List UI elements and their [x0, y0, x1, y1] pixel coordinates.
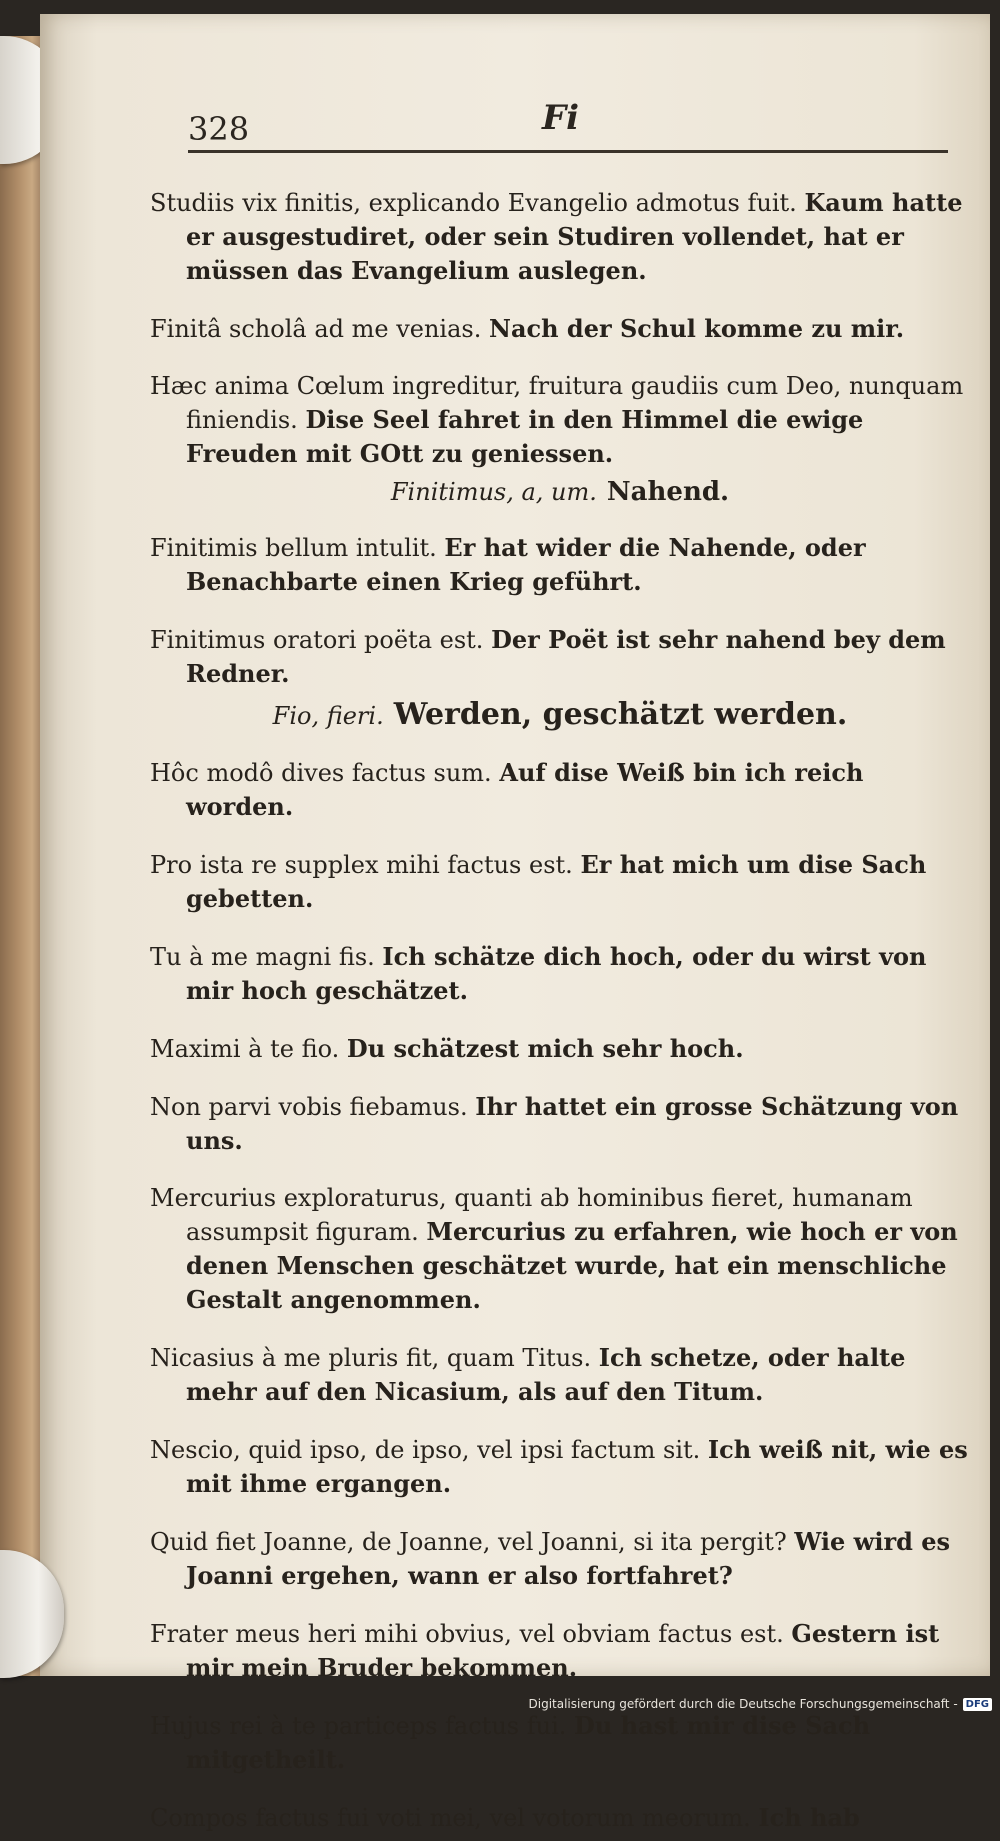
entry: [150, 531, 970, 599]
latin-phrase: Nicasius à me pluris fit, quam Titus.: [150, 1344, 592, 1372]
german-translation: Ich hab: [758, 1803, 860, 1832]
german-translation: Gestern ist mir mein Bruder bekommen.: [186, 1619, 940, 1682]
latin-phrase: Tu à me magni fis.: [150, 943, 375, 971]
entry: [150, 1090, 970, 1158]
german-translation: Ich weiß nit, wie es mit ihme ergangen.: [186, 1435, 968, 1498]
german-translation: Wie wird es Joanni ergehen, wann er also fortfahret?: [186, 1527, 951, 1590]
german-translation: Mercurius zu erfahren, wie hoch er von denen Menschen geschätzet wurde, hat ein menschliche Gestalt angenommen.: [186, 1217, 958, 1314]
german-translation: Er hat wider die Nahende, oder Benachbarte einen Krieg geführt.: [186, 533, 866, 596]
latin-phrase: Finitimis bellum intulit.: [150, 534, 437, 562]
entry: [150, 186, 970, 288]
latin-phrase: Hæc anima Cœlum ingreditur, fruitura gaudiis cum Deo, nunquam finiendis.: [150, 372, 964, 434]
german-translation: Du schätzest mich sehr hoch.: [346, 1034, 744, 1063]
credit-text: Digitalisierung gefördert durch die Deutsche Forschungsgemeinschaft -: [528, 1697, 958, 1711]
entry: [150, 1525, 970, 1593]
german-translation: Ihr hattet ein grosse Schätzung von uns.: [186, 1092, 959, 1155]
german-translation: Auf dise Weiß bin ich reich worden.: [186, 758, 864, 821]
entry: [150, 623, 970, 691]
latin-phrase: Quid fiet Joanne, de Joanne, vel Joanni, si ita pergit?: [150, 1528, 787, 1556]
lemma-heading: [150, 697, 970, 732]
page-header: [148, 92, 960, 162]
dictionary-text: [150, 162, 970, 1841]
latin-phrase: Pro ista re supplex mihi factus est.: [150, 851, 573, 879]
latin-phrase: Non parvi vobis fiebamus.: [150, 1093, 468, 1121]
german-translation: Der Poët ist sehr nahend bey dem Redner.: [186, 625, 946, 688]
entry: [150, 848, 970, 916]
entry: [150, 940, 970, 1008]
entry: [150, 1341, 970, 1409]
latin-phrase: Nescio, quid ipso, de ipso, vel ipsi factum sit.: [150, 1436, 701, 1464]
latin-phrase: Finitimus oratori poëta est.: [150, 626, 484, 654]
latin-phrase: Maximi à te fio.: [150, 1035, 340, 1063]
entry: [150, 756, 970, 824]
dfg-logo: DFG: [963, 1698, 992, 1711]
german-translation: Nach der Schul komme zu mir.: [489, 314, 905, 343]
entry: [150, 1709, 970, 1777]
lemma-latin: Finitimus, a, um.: [390, 478, 597, 506]
entry: [150, 1182, 970, 1317]
german-translation: Kaum hatte er ausgestudiret, oder sein Studiren vollendet, hat er müssen das Evangelium auslegen.: [186, 188, 963, 285]
german-translation: Dise Seel fahret in den Himmel die ewige Freuden mit GOtt zu geniessen.: [186, 405, 864, 468]
book-cover-edge: [0, 36, 40, 1676]
entry: [150, 1433, 970, 1501]
entry: [150, 370, 970, 471]
latin-phrase: Frater meus heri mihi obvius, vel obviam factus est.: [150, 1620, 784, 1648]
german-translation: Du hast mir dise Sach mitgetheilt.: [186, 1711, 871, 1774]
latin-phrase: Hôc modô dives factus sum.: [150, 759, 492, 787]
latin-phrase: Compos factus fui voti mei, vel votorum meorum.: [150, 1804, 751, 1832]
latin-phrase: Mercurius exploraturus, quanti ab hominibus fieret, humanam assumpsit figuram.: [150, 1184, 913, 1246]
latin-phrase: Studiis vix finitis, explicando Evangelio admotus fuit.: [150, 189, 797, 217]
latin-phrase: Hujus rei à te particeps factus fui.: [150, 1712, 567, 1740]
entry: [150, 1032, 970, 1066]
running-head: Fi: [542, 98, 580, 138]
german-translation: Er hat mich um dise Sach gebetten.: [186, 850, 927, 913]
entry: [150, 312, 970, 346]
latin-phrase: Finitâ scholâ ad me venias.: [150, 315, 482, 343]
digitization-credit: [529, 1697, 993, 1711]
lemma-heading: [150, 477, 970, 507]
entry: [150, 1801, 970, 1835]
german-translation: Ich schetze, oder halte mehr auf den Nicasium, als auf den Titum.: [186, 1343, 906, 1406]
header-rule: [188, 150, 948, 153]
entry: [150, 1617, 970, 1685]
lemma-german: Werden, geschätzt werden.: [393, 697, 848, 732]
page-number: 328: [188, 110, 250, 148]
lemma-latin: Fio, fieri.: [272, 702, 384, 730]
lemma-german: Nahend.: [606, 477, 730, 507]
german-translation: Ich schätze dich hoch, oder du wirst von mir hoch geschätzet.: [186, 942, 927, 1005]
